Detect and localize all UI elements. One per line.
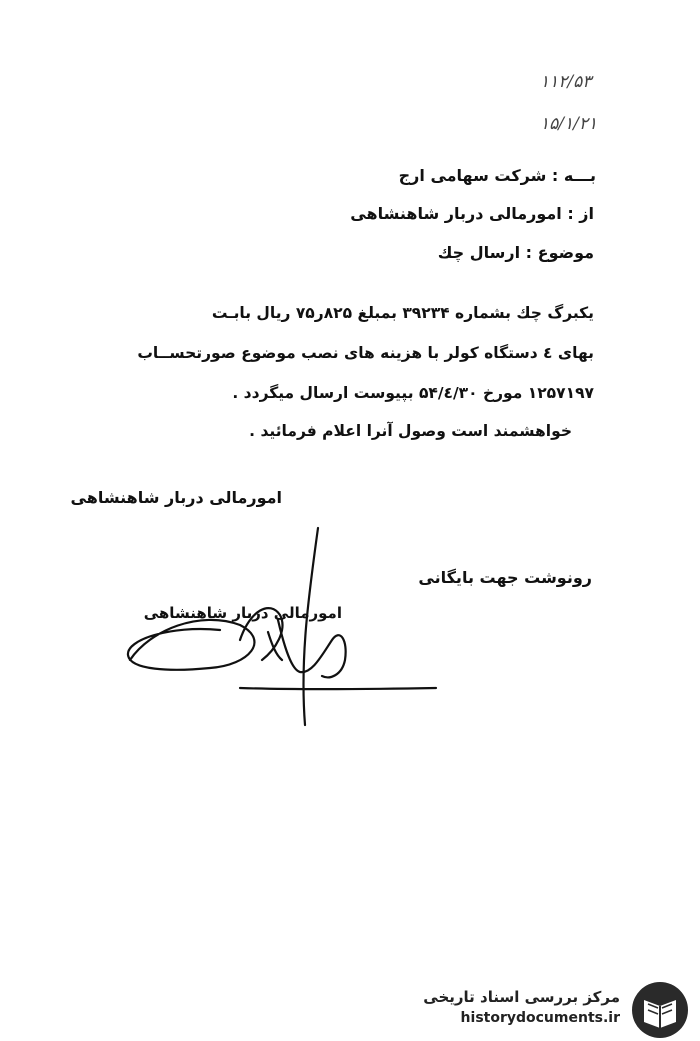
body-line-3: ۱۲۵۷۱۹۷ مورخ ۵۴/٤/۳۰ بپیوست ارسال میگردد .: [232, 384, 594, 402]
archive-logo-icon: [630, 980, 690, 1040]
body-line-4: خواهشمند است وصول آنرا اعلام فرمائید .: [249, 422, 572, 440]
from-line: از : امورمالی دربار شاهنشاهی: [350, 204, 594, 223]
body-line-2: بهای ٤ دستگاه کولر با هزینه های نصب موضوع صورتحســاب: [137, 344, 594, 362]
watermark-name: مرکز بررسی اسناد تاریخی: [423, 988, 620, 1006]
sender-line: امورمالی دربار شاهنشاهی: [70, 488, 282, 507]
signature-label: امورمالی دربار شاهنشاهی: [143, 604, 342, 622]
watermark-url: historydocuments.ir: [460, 1010, 620, 1026]
to-line: بـــه : شرکت سهامی ارج: [398, 166, 596, 185]
subject-line: موضوع : ارسال چك: [437, 243, 594, 262]
handwritten-number: ۱۱۲/۵۳: [540, 72, 592, 92]
cc-line: رونوشت جهت بایگانی: [418, 568, 592, 587]
handwritten-date: ۱۵/۱/۲۱: [540, 114, 598, 134]
body-line-1: یکبرگ چك بشماره ۳۹۲۳۴ بمبلغ ۸۲۵ر۷۵ ریال بابـت: [211, 304, 594, 322]
